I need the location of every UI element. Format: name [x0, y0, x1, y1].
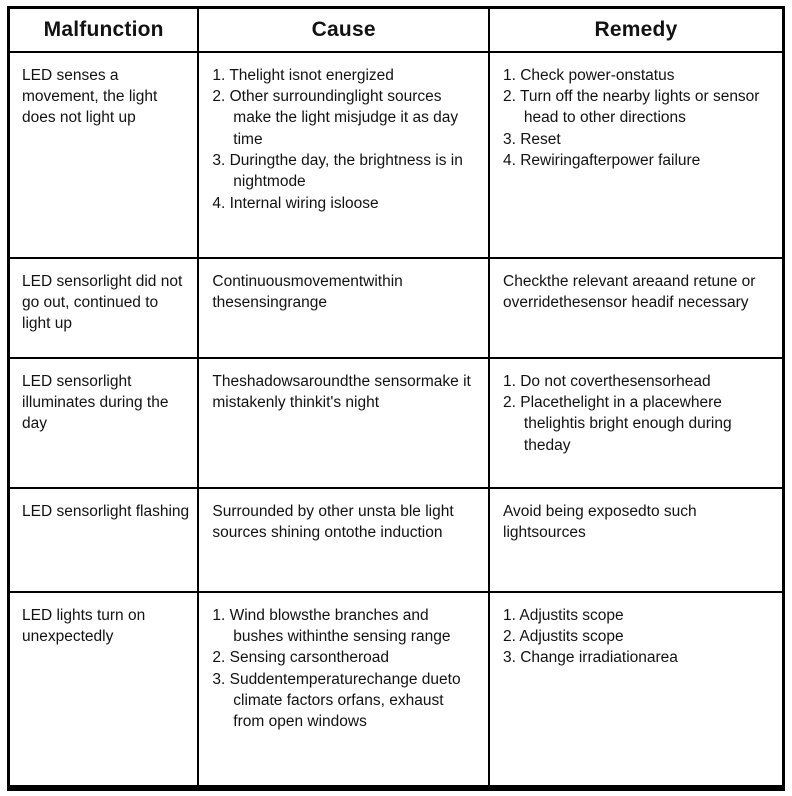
malfunction-text: LED lights turn on unexpectedly [22, 606, 146, 645]
header-row [9, 8, 784, 52]
cause-cell [198, 52, 489, 258]
cause-text: Surrounded by other unsta ble light sources shining ontothe induction [212, 502, 454, 541]
list-item: 2. Adjustits scope [503, 627, 624, 645]
remedy-cell [489, 488, 784, 592]
remedy-cell [489, 592, 784, 788]
malfunction-text: LED sensorlight flashing [22, 502, 190, 520]
troubleshooting-table [7, 6, 785, 791]
list-item: 1. Check power-onstatus [503, 66, 675, 84]
malfunction-text: LED sensorlight did not go out, continued to light up [22, 272, 183, 333]
list-item: 3. Duringthe day, the brightness is in nightmode [212, 152, 463, 191]
cause-cell [198, 592, 489, 788]
header-remedy: Remedy [489, 8, 784, 52]
list-item: 1. Wind blowsthe branches and bushes withinthe sensing range [212, 606, 451, 645]
list-item: 4. Internal wiring isloose [212, 194, 379, 212]
malfunction-text: LED sensorlight illuminates during the day [22, 372, 169, 433]
list-item: 1. Do not coverthesensorhead [503, 372, 711, 390]
cause-cell [198, 258, 489, 358]
list-item: 2. Sensing carsontheroad [212, 649, 390, 667]
table-row [9, 52, 784, 258]
list-item: 3. Suddentemperaturechange dueto climate factors orfans, exhaust from open windows [212, 670, 461, 731]
header-cause: Cause [198, 8, 489, 52]
malfunction-text: LED senses a movement, the light does not light up [22, 66, 158, 127]
list-item: 3. Reset [503, 130, 561, 148]
remedy-cell [489, 358, 784, 488]
list-item: 1. Adjustits scope [503, 606, 624, 624]
list-item: 2. Placethelight in a placewhere thelightis bright enough during theday [503, 393, 732, 454]
malfunction-cell [9, 488, 199, 592]
malfunction-cell [9, 592, 199, 788]
header-malfunction: Malfunction [9, 8, 199, 52]
malfunction-cell [9, 52, 199, 258]
list-item: 2. Turn off the nearby lights or sensor head to other directions [503, 87, 760, 127]
cause-cell [198, 358, 489, 488]
table-row [9, 488, 784, 592]
cause-text: Continuousmovementwithin thesensingrange [212, 272, 403, 311]
cause-text: Theshadowsaroundthe sensormake it mistakenly thinkit's night [212, 372, 471, 411]
malfunction-cell [9, 358, 199, 488]
remedy-cell [489, 52, 784, 258]
table-row [9, 258, 784, 358]
list-item: 1. Thelight isnot energized [212, 66, 394, 84]
remedy-text: Checkthe relevant areaand retune or overridethesensor headif necessary [503, 272, 756, 311]
remedy-text: Avoid being exposedto such lightsources [503, 502, 697, 541]
list-item: 2. Other surroundinglight sources make the light misjudge it as day time [212, 87, 459, 148]
list-item: 3. Change irradiationarea [503, 649, 678, 667]
list-item: 4. Rewiringafterpower failure [503, 152, 701, 169]
remedy-cell [489, 258, 784, 358]
table-row [9, 358, 784, 488]
cause-cell [198, 488, 489, 592]
table-row [9, 592, 784, 788]
malfunction-cell [9, 258, 199, 358]
